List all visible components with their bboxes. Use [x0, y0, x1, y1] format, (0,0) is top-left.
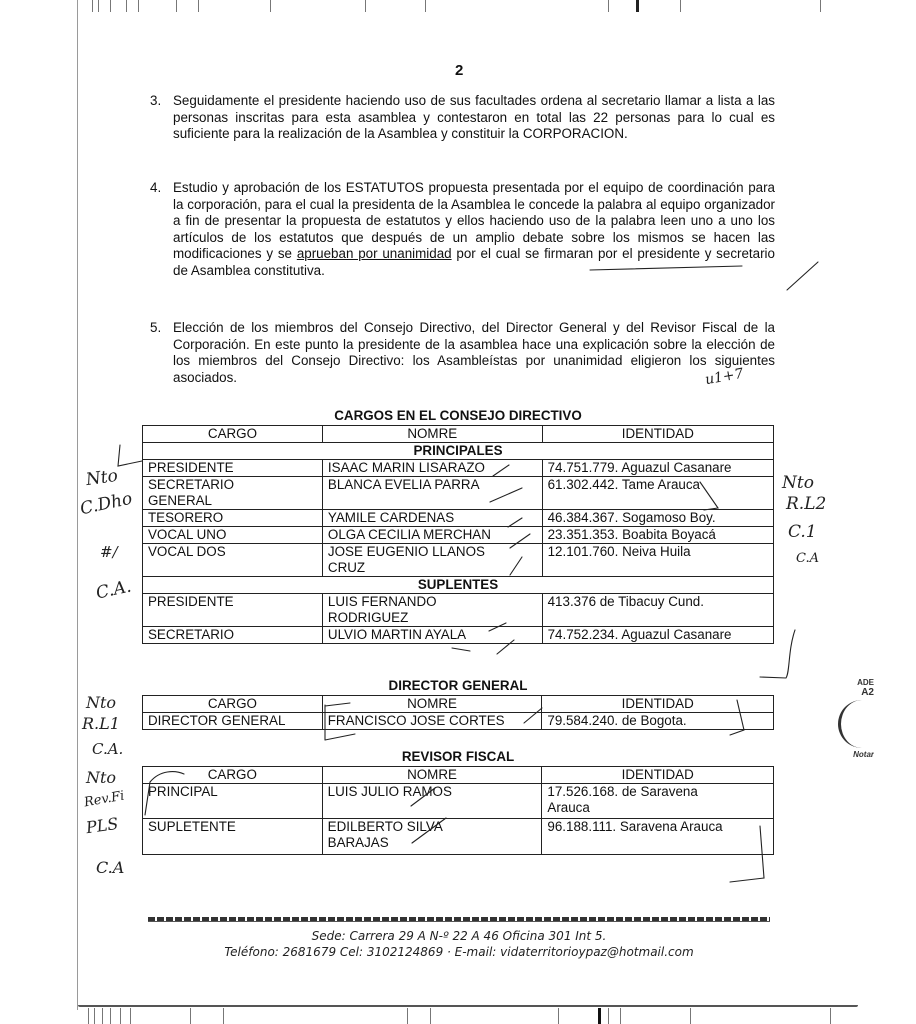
- table-header-row: [143, 426, 774, 443]
- paragraph-number: 3.: [150, 93, 162, 108]
- cell-nombre: BLANCA EVELIA PARRA: [322, 477, 542, 510]
- handwritten-note-ca: C.A.: [94, 576, 134, 604]
- column-header-identidad: IDENTIDAD: [542, 426, 773, 443]
- paragraph-text: Elección de los miembros del Consejo Directivo, del Director General y del Revisor Fiscal de la Corporación. En este punto la presidente de la asamblea hace una explicación sobre la elección de los miembros del Consejo Directivo: los Asambleístas por unanimidad eligieron los siguientes asociados.: [173, 320, 775, 385]
- underlined-approval: aprueban por unanimidad: [296, 246, 452, 262]
- cell-cargo: SECRETARIO: [143, 627, 323, 644]
- cell-cargo: DIRECTOR GENERAL: [143, 713, 323, 730]
- scan-artifact-bottom: [80, 1008, 840, 1024]
- cell-identidad: 12.101.760. Neiva Huila: [542, 544, 773, 577]
- director-table: [142, 695, 774, 730]
- check-mark: [787, 262, 818, 290]
- check-mark: [452, 648, 470, 651]
- paragraph-text: [173, 180, 775, 280]
- scan-artifact-top: [80, 0, 840, 12]
- cell-identidad: 17.526.168. de Saravena Arauca: [542, 784, 774, 819]
- paragraph-text-before: Estudio y aprobación de los ESTATUTOS propuesta presentada por el equipo de coordinación para la corporación, para el cual la presidenta de la Asamblea le concede la palabra al equipo organizador a fin de presentar la propuesta de estatutos y ellos haciendo uso de la palabra leen uno a uno los artículos de los estatutos que después de un amplio debate sobre los mismos se hacen las modificaciones y se: [173, 180, 775, 262]
- cell-nombre: EDILBERTO SILVA BARAJAS: [322, 819, 542, 855]
- section-row-suplentes: [143, 577, 774, 594]
- column-header-identidad: IDENTIDAD: [542, 696, 774, 713]
- table-row: [143, 527, 774, 544]
- table-row: [143, 460, 774, 477]
- handwritten-note-right-c1: C.1: [788, 522, 817, 542]
- handwritten-note-rl1: R.L1: [82, 714, 120, 733]
- bracket-mark: [118, 445, 142, 466]
- cell-cargo: VOCAL DOS: [143, 544, 323, 577]
- cell-cargo: SECRETARIO GENERAL: [143, 477, 323, 510]
- revisor-table: [142, 766, 774, 855]
- paragraph-text-after: por el cual se firmaran por el presidente y secretario de Asamblea constitutiva.: [173, 246, 775, 278]
- handwritten-note-pls: PLS: [84, 813, 120, 838]
- paragraph-number: 4.: [150, 180, 162, 195]
- cell-identidad: 61.302.442. Tame Arauca: [542, 477, 773, 510]
- column-header-cargo: CARGO: [143, 696, 323, 713]
- cell-cargo: PRINCIPAL: [143, 784, 323, 819]
- page-number: 2: [455, 62, 464, 79]
- handwritten-note-margin: u1+7: [703, 365, 745, 389]
- handwritten-note-nto-3: Nto: [86, 768, 117, 787]
- footer-address: Sede: Carrera 29 A N-º 22 A 46 Oficina 301 Int 5.: [311, 929, 607, 943]
- stamp-text: ADE: [857, 678, 874, 687]
- stamp-text: A2: [861, 687, 874, 698]
- handwritten-note-ca-2: C.A.: [92, 740, 124, 758]
- cell-nombre: LUIS FERNANDO RODRIGUEZ: [322, 594, 542, 627]
- cell-identidad: 413.376 de Tibacuy Cund.: [542, 594, 773, 627]
- handwritten-note-right-rl2: R.L2: [786, 494, 827, 514]
- column-header-cargo: CARGO: [143, 426, 323, 443]
- paragraph-5: [150, 320, 775, 389]
- cell-identidad: 23.351.353. Boabita Boyacá: [542, 527, 773, 544]
- cell-identidad: 74.751.779. Aguazul Casanare: [542, 460, 773, 477]
- cell-cargo: SUPLETENTE: [143, 819, 323, 855]
- page-bottom-edge: [78, 1005, 858, 1007]
- consejo-table-title: CARGOS EN EL CONSEJO DIRECTIVO: [334, 408, 582, 423]
- table-row: [143, 544, 774, 577]
- paragraph-number: 5.: [150, 320, 162, 335]
- table-header-row: [143, 767, 774, 784]
- table-row: [143, 784, 774, 819]
- cell-nombre: ULVIO MARTIN AYALA: [322, 627, 542, 644]
- section-label: PRINCIPALES: [143, 443, 774, 460]
- handwritten-note-nto-2: Nto: [86, 693, 117, 712]
- page-left-edge: [77, 0, 78, 1010]
- footer-contact: Teléfono: 2681679 Cel: 3102124869 · E-mail: vidaterritorioypaz@hotmail.com: [224, 945, 694, 959]
- table-header-row: [143, 696, 774, 713]
- handwritten-note-cdho: C.Dho: [78, 488, 135, 520]
- cell-nombre: LUIS JULIO RAMOS: [322, 784, 542, 819]
- consejo-table: [142, 425, 774, 644]
- cell-cargo: VOCAL UNO: [143, 527, 323, 544]
- cell-identidad: 79.584.240. de Bogota.: [542, 713, 774, 730]
- handwritten-note-revfi: Rev.Fi: [83, 788, 126, 811]
- handwritten-note-hash: #/: [100, 543, 118, 561]
- handwritten-note-right-ca: C.A: [796, 551, 820, 566]
- table-row: [143, 627, 774, 644]
- stamp-emblem-icon: [838, 700, 874, 748]
- column-header-nombre: NOMRE: [322, 767, 542, 784]
- cell-cargo: PRESIDENTE: [143, 460, 323, 477]
- section-row-principales: [143, 443, 774, 460]
- director-table-title: DIRECTOR GENERAL: [388, 678, 528, 693]
- revisor-table-title: REVISOR FISCAL: [401, 749, 515, 764]
- paragraph-3: [150, 93, 775, 143]
- footer-rule-line: [148, 921, 770, 922]
- handwritten-note-ca-3: C.A: [96, 858, 125, 877]
- column-header-cargo: CARGO: [143, 767, 323, 784]
- cell-nombre: ISAAC MARIN LISARAZO: [322, 460, 542, 477]
- cell-nombre: OLGA CECILIA MERCHAN: [322, 527, 542, 544]
- column-header-identidad: IDENTIDAD: [542, 767, 774, 784]
- table-row: [143, 477, 774, 510]
- section-label: SUPLENTES: [143, 577, 774, 594]
- table-row: [143, 594, 774, 627]
- cell-identidad: 96.188.111. Saravena Arauca: [542, 819, 774, 855]
- cell-nombre: JOSE EUGENIO LLANOS CRUZ: [322, 544, 542, 577]
- cell-nombre: FRANCISCO JOSE CORTES: [322, 713, 542, 730]
- paragraph-text: Seguidamente el presidente haciendo uso de sus facultades ordena al secretario llamar a lista a las personas inscritas para esta asamblea y contestaron en total las 22 personas para lo cual es suficiente para la realización de la Asamblea y constituir la CORPORACION.: [173, 93, 775, 142]
- paragraph-4: [150, 180, 775, 280]
- handwritten-note-right-nto: Nto: [782, 473, 814, 493]
- table-row: [143, 819, 774, 855]
- column-header-nombre: NOMRE: [322, 426, 542, 443]
- column-header-nombre: NOMRE: [322, 696, 542, 713]
- stamp-text: Notar: [853, 750, 874, 759]
- table-row: [143, 510, 774, 527]
- cell-nombre: YAMILE CARDENAS: [322, 510, 542, 527]
- cell-identidad: 74.752.234. Aguazul Casanare: [542, 627, 773, 644]
- handwritten-note-nto: Nto: [84, 465, 120, 491]
- notary-stamp: [826, 678, 874, 798]
- cell-cargo: PRESIDENTE: [143, 594, 323, 627]
- cell-cargo: TESORERO: [143, 510, 323, 527]
- cell-identidad: 46.384.367. Sogamoso Boy.: [542, 510, 773, 527]
- table-row: [143, 713, 774, 730]
